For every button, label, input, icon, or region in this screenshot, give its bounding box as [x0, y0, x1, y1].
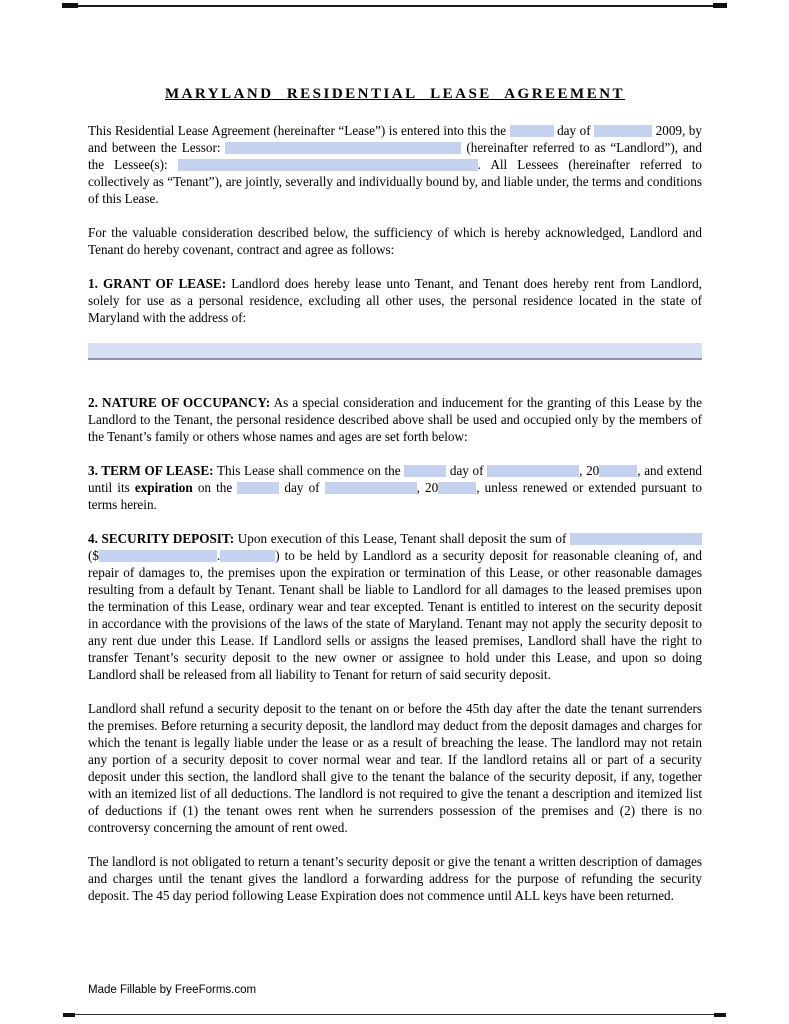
property-address-field[interactable]	[88, 343, 702, 360]
made-fillable-credit: Made Fillable by FreeForms.com	[88, 984, 257, 996]
scan-artifact-bottom-line	[63, 1014, 726, 1015]
deposit-dollars-field[interactable]	[99, 550, 217, 562]
document-body	[88, 86, 702, 921]
term-text-1: This Lease shall commence on the	[216, 463, 405, 478]
grant-of-lease-paragraph	[88, 275, 702, 326]
deposit-cents-field[interactable]	[220, 550, 275, 562]
expiration-day-field[interactable]	[237, 482, 279, 494]
section-1-heading: 1. GRANT OF LEASE:	[88, 276, 227, 291]
commence-month-field[interactable]	[487, 465, 579, 477]
document-title: MARYLAND RESIDENTIAL LEASE AGREEMENT	[164, 86, 626, 102]
expiration-month-field[interactable]	[325, 482, 417, 494]
security-deposit-paragraph	[88, 530, 702, 683]
security-text-3: .	[217, 548, 221, 563]
intro-text-5: . All Lessees (hereinafter referred to collectively as “Tenant”), are jointly, severally and individually bound by, and liable under, the terms and conditions of this Lease.	[88, 157, 702, 206]
section-3-heading: 3. TERM OF LEASE:	[88, 463, 214, 478]
scan-artifact-top-left	[62, 3, 78, 8]
intro-text-3: 2009, by and between the Lessor:	[88, 123, 702, 155]
expiration-year-field[interactable]	[438, 482, 476, 494]
lessee-names-field[interactable]	[178, 159, 478, 171]
commence-day-field[interactable]	[404, 465, 446, 477]
consideration-paragraph: For the valuable consideration described below, the sufficiency of which is hereby acknowledged, Landlord and Tenant do hereby covenant, contract and agree as follows:	[88, 225, 702, 257]
scan-artifact-bottom-left	[63, 1013, 75, 1017]
grant-of-lease-text: Landlord does hereby lease unto Tenant, and Tenant does hereby rent from Landlord, solely for use as a personal residence, excluding all other uses, the personal residence located in the state of Maryland with the address of:	[88, 276, 702, 325]
intro-text-4: (hereinafter referred to as “Landlord”), and the Lessee(s):	[88, 140, 702, 172]
expiration-bold-text: expiration	[134, 480, 193, 495]
security-text-1: Upon execution of this Lease, Tenant shall deposit the sum of	[237, 531, 570, 546]
scan-artifact-top-right	[713, 3, 727, 8]
intro-text-2: day of	[553, 123, 595, 138]
term-text-3: , 20	[579, 463, 600, 478]
term-text-6: day of	[279, 480, 325, 495]
deposit-amount-words-field[interactable]	[570, 533, 702, 545]
lessor-name-field[interactable]	[225, 142, 461, 154]
lease-day-field[interactable]	[510, 125, 554, 137]
intro-paragraph	[88, 122, 702, 207]
commence-year-field[interactable]	[599, 465, 637, 477]
term-text-7: , 20	[416, 480, 439, 495]
section-2-heading: 2. NATURE OF OCCUPANCY:	[88, 395, 271, 410]
term-text-4: , and extend until its	[88, 463, 703, 495]
lease-month-field[interactable]	[594, 125, 652, 137]
intro-text-1: This Residential Lease Agreement (hereinafter “Lease”) is entered into this the	[88, 123, 510, 138]
forwarding-address-paragraph: The landlord is not obligated to return a tenant’s security deposit or give the tenant a written description of damages and charges until the tenant gives the landlord a forwarding address for the purpose of refunding the security deposit. The 45 day period following Lease Expiration does not commence until ALL keys have been returned.	[88, 854, 702, 903]
term-text-2: day of	[446, 463, 488, 478]
security-text-4: ) to be held by Landlord as a security deposit for reasonable cleaning of, and repair of damages to, the premises upon the expiration or termination of this Lease, or other reasonable damages resulting from a default by Tenant. Tenant shall be liable to Landlord for all damages to the leased premises upon the termination of this Lease, ordinary wear and tear excepted. Tenant is entitled to interest on the security deposit in accordance with the provisions of the laws of the state of Maryland. Tenant may not apply the security deposit to any rent due under this Lease. If Landlord sells or assigns the leased premises, Landlord shall have the right to transfer Tenant’s security deposit to the new owner or assignee to hold under this Lease, and upon so doing Landlord shall be released from all liability to Tenant for return of said security deposit.	[88, 548, 702, 682]
scan-artifact-top-line	[62, 5, 727, 7]
nature-of-occupancy-paragraph	[88, 394, 702, 445]
term-text-5: on the	[192, 480, 238, 495]
term-of-lease-paragraph	[88, 462, 702, 513]
security-text-2: ($	[88, 548, 99, 563]
nature-of-occupancy-text: As a special consideration and inducement for the granting of this Lease by the Landlord to the Tenant, the personal residence described above shall be used and occupied only by the members of the Tenant’s family or others whose names and ages are set forth below:	[88, 395, 702, 444]
scan-artifact-bottom-right	[714, 1013, 726, 1017]
term-text-8: , unless renewed or extended pursuant to terms herein.	[88, 480, 703, 512]
section-4-heading: 4. SECURITY DEPOSIT:	[88, 531, 235, 546]
refund-paragraph: Landlord shall refund a security deposit to the tenant on or before the 45th day after the date the tenant surrenders the premises. Before returning a security deposit, the landlord may deduct from the deposit damages and charges for which the tenant is legally liable under the lease or as a result of breaching the lease. The landlord may not retain any portion of a security deposit to cover normal wear and tear. If the landlord retains all or part of a security deposit under this section, the landlord shall give to the tenant the balance of the security deposit, if any, together with an itemized list of all deductions. The landlord is not required to give the tenant a description and itemized list of deductions if (1) the tenant owes rent when he surrenders possession of the premises and (2) there is no controversy concerning the amount of rent owed.	[88, 701, 702, 835]
